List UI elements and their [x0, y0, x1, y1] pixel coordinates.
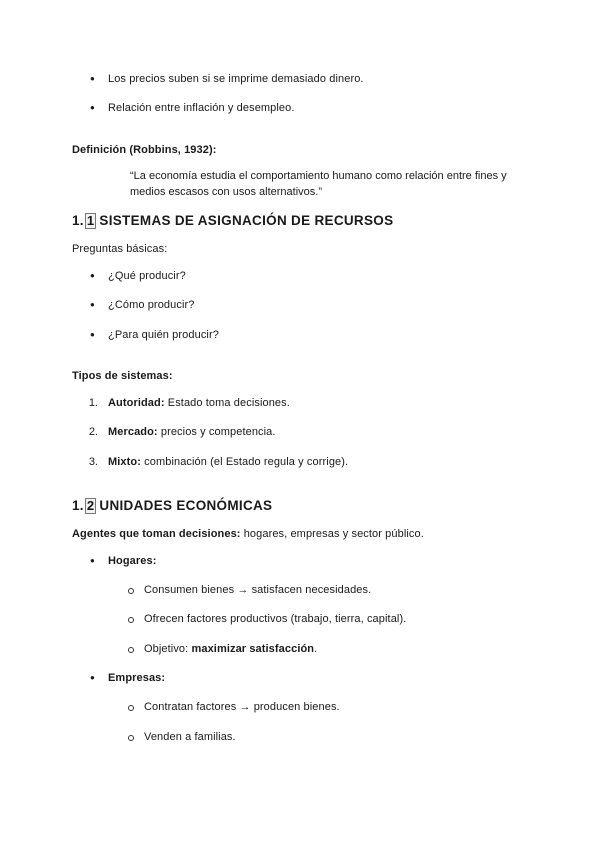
circle-bullet-icon [128, 705, 134, 711]
circle-bullet-icon [128, 588, 134, 594]
circle-bullet-icon [128, 647, 134, 653]
list-number: 1. [88, 397, 98, 409]
bullet-icon: ● [90, 300, 95, 309]
bullet-icon: ● [90, 556, 95, 565]
list-item: Objetivo: maximizar satisfacción. [144, 643, 318, 655]
definition-quote: “La economía estudia el comportamiento humano como relación entre fines y medios escasos con usos alternativos.” [130, 170, 507, 198]
section-heading-1-1: 1. 1 SISTEMAS DE ASIGNACIÓN DE RECURSOS [72, 213, 394, 228]
list-item-empresas: Empresas: [108, 672, 166, 684]
circle-bullet-icon [128, 617, 134, 623]
list-item: ¿Cómo producir? [108, 299, 195, 311]
section-number-box: 1 [86, 213, 95, 228]
list-item: Consumen bienes → satisfacen necesidades. [144, 584, 372, 596]
list-number: 3. [88, 456, 98, 468]
bullet-icon: ● [90, 330, 95, 339]
circle-bullet-icon [128, 735, 134, 741]
bullet-icon: ● [90, 673, 95, 682]
definition-label: Definición (Robbins, 1932): [72, 144, 217, 156]
list-item: Los precios suben si se imprime demasiado dinero. [108, 73, 364, 85]
list-item: Mercado: precios y competencia. [108, 426, 276, 438]
list-item: Autoridad: Estado toma decisiones. [108, 397, 290, 409]
section-title: SISTEMAS DE ASIGNACIÓN DE RECURSOS [99, 213, 394, 228]
list-item: Relación entre inflación y desempleo. [108, 102, 295, 114]
list-number: 2. [88, 426, 98, 438]
section-heading-1-2: 1. 2 UNIDADES ECONÓMICAS [72, 498, 273, 513]
list-item: Contratan factores → producen bienes. [144, 701, 340, 713]
bullet-icon: ● [90, 74, 95, 83]
questions-label: Preguntas básicas: [72, 243, 168, 255]
list-item: ¿Qué producir? [108, 270, 186, 282]
list-item: ¿Para quién producir? [108, 329, 219, 341]
agents-line: Agentes que toman decisiones: hogares, empresas y sector público. [72, 528, 424, 540]
list-item-hogares: Hogares: [108, 555, 157, 567]
section-title: UNIDADES ECONÓMICAS [99, 498, 273, 513]
list-item: Ofrecen factores productivos (trabajo, tierra, capital). [144, 613, 407, 625]
list-item: Venden a familias. [144, 731, 236, 743]
types-label: Tipos de sistemas: [72, 370, 173, 382]
bullet-icon: ● [90, 103, 95, 112]
list-item: Mixto: combinación (el Estado regula y corrige). [108, 456, 349, 468]
section-number-box: 2 [86, 498, 95, 513]
bullet-icon: ● [90, 271, 95, 280]
